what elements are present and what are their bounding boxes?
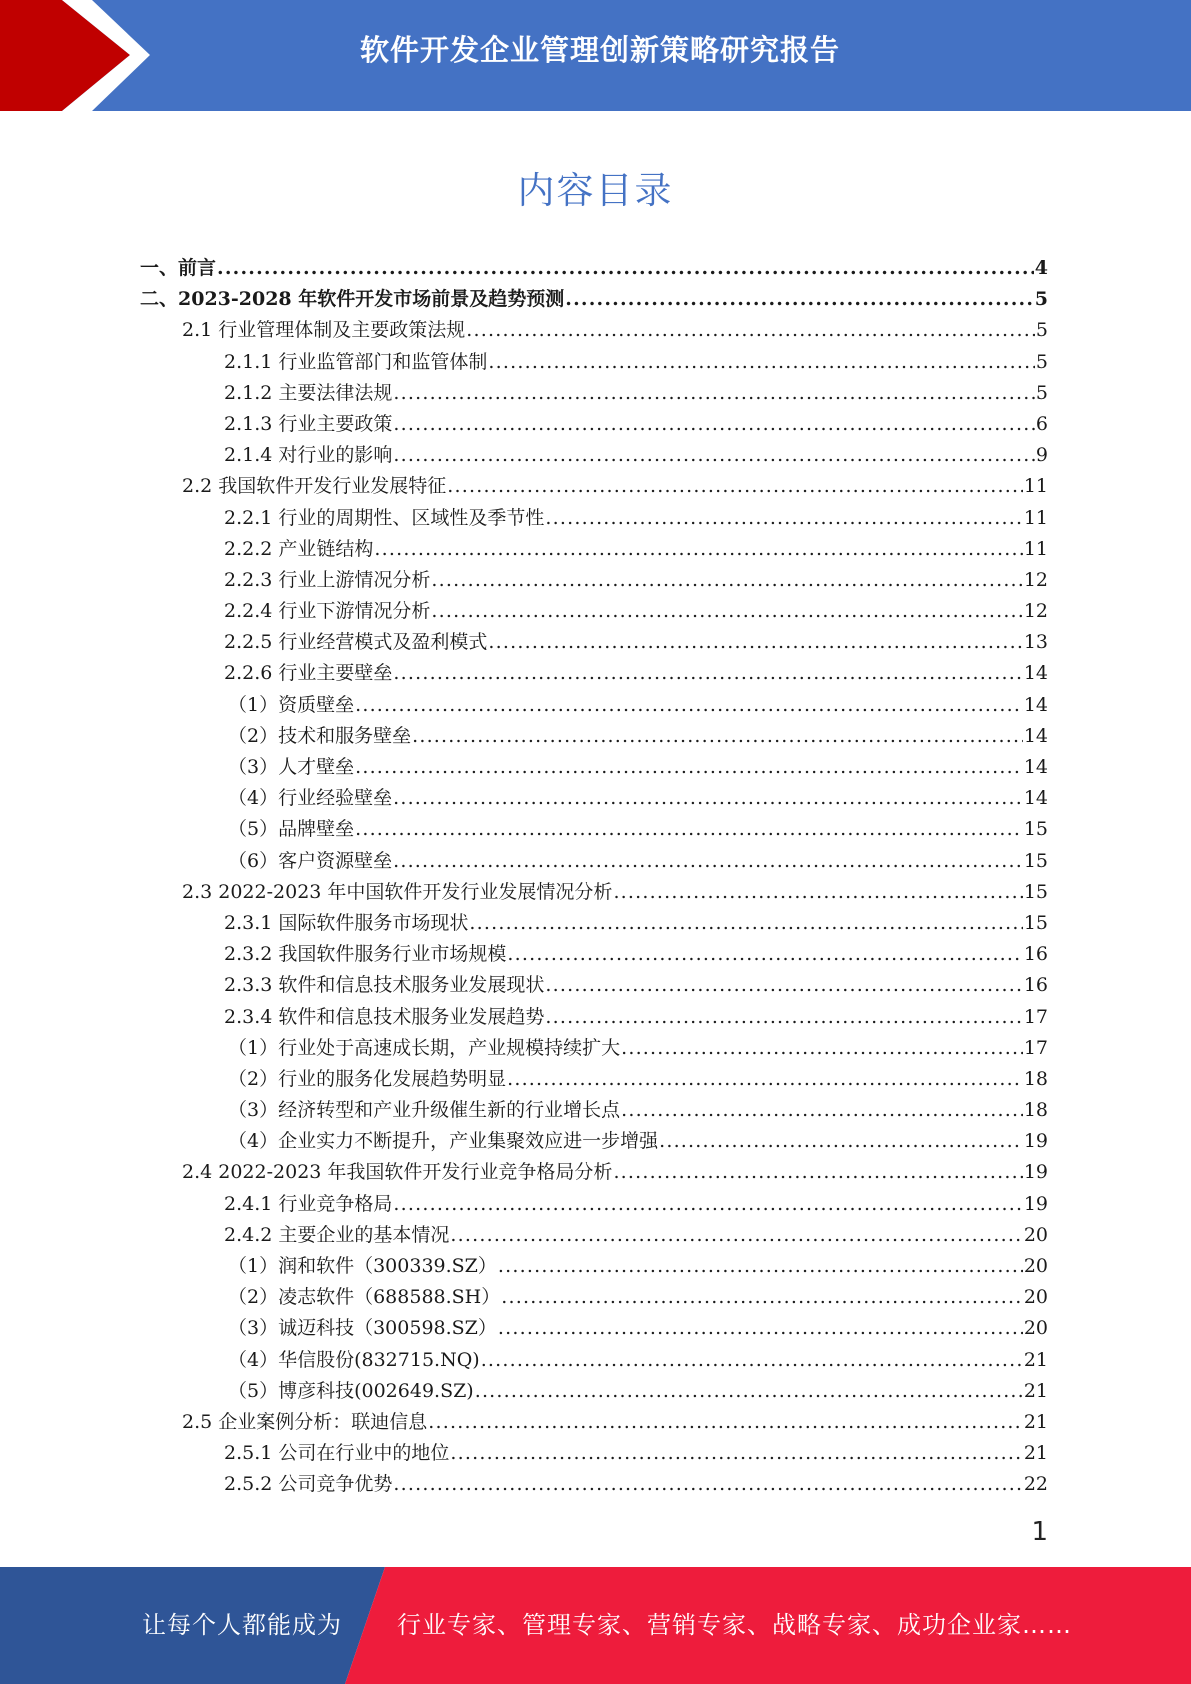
header-banner xyxy=(0,0,1191,111)
toc-entry-label: 2.3.4 软件和信息技术服务业发展趋势 xyxy=(224,1005,545,1028)
toc-entry-page: 18 xyxy=(1023,1099,1048,1122)
toc-entry[interactable] xyxy=(140,596,1048,627)
toc-dot-leader xyxy=(621,1095,1023,1126)
toc-entry-page: 5 xyxy=(1035,350,1048,373)
toc-dot-leader xyxy=(393,783,1023,814)
toc-entry-label: 2.3 2022-2023 年中国软件开发行业发展情况分析 xyxy=(182,880,613,903)
toc-dot-leader xyxy=(621,1033,1023,1064)
toc-entry-page: 21 xyxy=(1023,1410,1048,1433)
toc-entry-page: 15 xyxy=(1023,880,1048,903)
toc-entry[interactable] xyxy=(140,908,1048,939)
toc-entry-label: 2.2.4 行业下游情况分析 xyxy=(224,600,431,623)
toc-dot-leader xyxy=(466,315,1035,346)
toc-entry-page: 11 xyxy=(1023,506,1048,529)
toc-entry-page: 12 xyxy=(1023,600,1048,623)
toc-dot-leader xyxy=(501,1282,1023,1313)
toc-entry[interactable] xyxy=(140,939,1048,970)
toc-dot-leader xyxy=(355,752,1023,783)
toc-entry[interactable] xyxy=(140,1376,1048,1407)
toc-entry-label: （2）技术和服务壁垒 xyxy=(228,724,412,747)
toc-entry-label: （3）经济转型和产业升级催生新的行业增长点 xyxy=(228,1099,621,1122)
toc-dot-leader xyxy=(447,471,1023,502)
toc-entry-page: 14 xyxy=(1023,756,1048,778)
toc-entry-page: 15 xyxy=(1023,818,1048,841)
toc-entry-label: 2.1 行业管理体制及主要政策法规 xyxy=(182,319,466,342)
toc-entry[interactable] xyxy=(140,347,1048,378)
toc-dot-leader xyxy=(613,877,1022,908)
toc-entry-page: 11 xyxy=(1023,475,1048,498)
footer-banner xyxy=(0,1567,1191,1684)
toc-dot-leader xyxy=(355,690,1023,721)
toc-entry-label: （3）人才壁垒 xyxy=(228,756,355,778)
toc-entry-page: 21 xyxy=(1023,1442,1048,1465)
toc-entry-label: 2.4.1 行业竞争格局 xyxy=(224,1192,393,1215)
toc-dot-leader xyxy=(545,503,1022,534)
toc-dot-leader xyxy=(545,970,1022,1001)
toc-dot-leader xyxy=(613,1157,1022,1188)
toc-entry[interactable] xyxy=(140,1220,1048,1251)
toc-entry-page: 14 xyxy=(1023,662,1048,685)
toc-heading: 内容目录 xyxy=(517,169,674,212)
table-of-contents xyxy=(140,253,1048,1501)
toc-entry-label: （2）凌志软件（688588.SH） xyxy=(228,1286,501,1309)
toc-entry[interactable] xyxy=(140,1064,1048,1095)
toc-entry-label: （5）品牌壁垒 xyxy=(228,818,355,841)
toc-entry-label: 2.5.2 公司竞争优势 xyxy=(224,1473,393,1496)
toc-entry-page: 20 xyxy=(1023,1223,1048,1246)
toc-dot-leader xyxy=(488,627,1022,658)
toc-entry-label: 2.4 2022-2023 年我国软件开发行业竞争格局分析 xyxy=(182,1161,613,1184)
toc-entry-label: （4）华信股份(832715.NQ) xyxy=(228,1348,480,1371)
toc-entry[interactable] xyxy=(140,690,1048,721)
toc-entry-page: 14 xyxy=(1023,693,1048,716)
toc-entry-label: （2）行业的服务化发展趋势明显 xyxy=(228,1067,507,1090)
toc-entry-label: （4）行业经验壁垒 xyxy=(228,787,393,810)
toc-entry-label: 二、2023-2028 年软件开发市场前景及趋势预测 xyxy=(140,288,565,311)
toc-dot-leader xyxy=(565,284,1034,315)
toc-entry-page: 6 xyxy=(1035,412,1048,435)
toc-entry-label: 2.5.1 公司在行业中的地位 xyxy=(224,1442,450,1465)
toc-entry[interactable] xyxy=(140,284,1048,315)
toc-entry[interactable] xyxy=(140,1251,1048,1282)
toc-dot-leader xyxy=(507,939,1022,970)
toc-entry-label: 2.3.3 软件和信息技术服务业发展现状 xyxy=(224,974,545,997)
toc-entry-label: 2.2.5 行业经营模式及盈利模式 xyxy=(224,631,488,654)
toc-entry[interactable] xyxy=(140,1157,1048,1188)
toc-entry-label: 2.1.1 行业监管部门和监管体制 xyxy=(224,350,488,373)
toc-dot-leader xyxy=(659,1126,1023,1157)
toc-entry[interactable] xyxy=(140,503,1048,534)
toc-entry-page: 15 xyxy=(1023,911,1048,934)
toc-entry[interactable] xyxy=(140,783,1048,814)
toc-entry-label: 2.2.1 行业的周期性、区域性及季节性 xyxy=(224,506,545,529)
toc-dot-leader xyxy=(498,1251,1023,1282)
toc-entry[interactable] xyxy=(140,970,1048,1001)
toc-entry-page: 5 xyxy=(1034,288,1048,311)
toc-entry-page: 22 xyxy=(1023,1473,1048,1496)
toc-entry-page: 20 xyxy=(1023,1255,1048,1277)
toc-dot-leader xyxy=(431,565,1022,596)
toc-dot-leader xyxy=(355,814,1023,845)
toc-entry-label: 2.1.2 主要法律法规 xyxy=(224,381,393,404)
toc-entry-page: 20 xyxy=(1023,1286,1048,1309)
toc-entry-page: 5 xyxy=(1035,319,1048,342)
toc-entry-label: 2.2.6 行业主要壁垒 xyxy=(224,662,393,685)
footer-slogan-left: 让每个人都能成为 xyxy=(142,1611,342,1639)
toc-entry[interactable] xyxy=(140,846,1048,877)
toc-entry[interactable] xyxy=(140,658,1048,689)
toc-entry[interactable] xyxy=(140,1438,1048,1469)
toc-entry-label: （6）客户资源壁垒 xyxy=(228,849,393,872)
toc-entry[interactable] xyxy=(140,1282,1048,1313)
report-title: 软件开发企业管理创新策略研究报告 xyxy=(359,33,840,67)
toc-entry-page: 16 xyxy=(1023,943,1048,966)
toc-entry-page: 14 xyxy=(1023,724,1048,747)
toc-entry[interactable] xyxy=(140,1313,1048,1344)
toc-entry-label: （3）诚迈科技（300598.SZ） xyxy=(228,1317,497,1340)
toc-dot-leader xyxy=(507,1064,1023,1095)
toc-entry[interactable] xyxy=(140,1033,1048,1064)
toc-dot-leader xyxy=(431,596,1022,627)
toc-entry[interactable] xyxy=(140,721,1048,752)
toc-dot-leader xyxy=(488,347,1035,378)
toc-entry[interactable] xyxy=(140,1469,1048,1500)
toc-entry[interactable] xyxy=(140,1345,1048,1376)
toc-entry[interactable] xyxy=(140,565,1048,596)
toc-entry-page: 17 xyxy=(1023,1005,1048,1028)
toc-entry-page: 11 xyxy=(1023,537,1048,560)
toc-dot-leader xyxy=(498,1313,1023,1344)
toc-entry-label: 2.3.1 国际软件服务市场现状 xyxy=(224,911,469,934)
toc-dot-leader xyxy=(450,1438,1022,1469)
toc-entry-page: 15 xyxy=(1023,849,1048,872)
toc-entry-label: （1）润和软件（300339.SZ） xyxy=(228,1255,497,1277)
toc-entry[interactable] xyxy=(140,1189,1048,1220)
toc-dot-leader xyxy=(374,534,1022,565)
toc-entry-label: 2.1.3 行业主要政策 xyxy=(224,412,393,435)
toc-dot-leader xyxy=(412,721,1023,752)
toc-dot-leader xyxy=(450,1220,1022,1251)
toc-entry-page: 16 xyxy=(1023,974,1048,997)
footer-slogan-right: 行业专家、管理专家、营销专家、战略专家、成功企业家…… xyxy=(397,1611,1072,1639)
toc-dot-leader xyxy=(469,908,1022,939)
toc-entry-page: 19 xyxy=(1023,1161,1048,1184)
toc-dot-leader xyxy=(393,846,1023,877)
toc-entry-label: 2.2.2 产业链结构 xyxy=(224,537,374,560)
toc-entry-label: （1）行业处于高速成长期，产业规模持续扩大 xyxy=(228,1036,621,1059)
toc-entry[interactable] xyxy=(140,471,1048,502)
toc-entry-page: 4 xyxy=(1034,257,1048,279)
toc-entry-label: 2.3.2 我国软件服务行业市场规模 xyxy=(224,943,507,966)
toc-entry[interactable] xyxy=(140,1407,1048,1438)
toc-entry[interactable] xyxy=(140,1126,1048,1157)
toc-entry-page: 12 xyxy=(1023,568,1048,591)
toc-entry-label: 2.2.3 行业上游情况分析 xyxy=(224,568,431,591)
toc-entry-label: （1）资质壁垒 xyxy=(228,693,355,716)
toc-entry[interactable] xyxy=(140,440,1048,471)
toc-entry-page: 13 xyxy=(1023,631,1048,654)
toc-entry-page: 14 xyxy=(1023,787,1048,810)
toc-dot-leader xyxy=(393,1189,1022,1220)
toc-dot-leader xyxy=(393,409,1035,440)
toc-entry-label: （5）博彦科技(002649.SZ) xyxy=(228,1379,474,1402)
toc-dot-leader xyxy=(475,1376,1023,1407)
toc-entry[interactable] xyxy=(140,1095,1048,1126)
toc-entry[interactable] xyxy=(140,814,1048,845)
toc-dot-leader xyxy=(393,658,1022,689)
toc-dot-leader xyxy=(428,1407,1023,1438)
toc-entry[interactable] xyxy=(140,534,1048,565)
toc-entry-page: 20 xyxy=(1023,1317,1048,1340)
toc-entry[interactable] xyxy=(140,752,1048,783)
toc-dot-leader xyxy=(545,1002,1022,1033)
toc-entry-page: 21 xyxy=(1023,1348,1048,1371)
toc-entry-label: （4）企业实力不断提升，产业集聚效应进一步增强 xyxy=(228,1130,659,1153)
toc-dot-leader xyxy=(393,440,1035,471)
toc-entry[interactable] xyxy=(140,409,1048,440)
toc-entry[interactable] xyxy=(140,378,1048,409)
toc-dot-leader xyxy=(393,1469,1022,1500)
toc-entry[interactable] xyxy=(140,1002,1048,1033)
toc-entry-label: 2.5 企业案例分析：联迪信息 xyxy=(182,1410,428,1433)
toc-dot-leader xyxy=(393,378,1035,409)
toc-entry-page: 19 xyxy=(1023,1130,1048,1153)
toc-entry-page: 17 xyxy=(1023,1036,1048,1059)
toc-entry-label: 一、前言 xyxy=(140,257,217,279)
toc-dot-leader xyxy=(481,1345,1023,1376)
page-number: 1 xyxy=(1031,1517,1048,1547)
toc-entry-label: 2.1.4 对行业的影响 xyxy=(224,444,393,467)
toc-entry-page: 18 xyxy=(1023,1067,1048,1090)
toc-entry-page: 19 xyxy=(1023,1192,1048,1215)
toc-entry-page: 9 xyxy=(1035,444,1048,467)
toc-entry-label: 2.2 我国软件开发行业发展特征 xyxy=(182,475,447,498)
toc-entry[interactable] xyxy=(140,627,1048,658)
toc-entry-page: 21 xyxy=(1023,1379,1048,1402)
toc-entry[interactable] xyxy=(140,877,1048,908)
toc-dot-leader xyxy=(217,253,1034,284)
toc-entry[interactable] xyxy=(140,315,1048,346)
toc-entry[interactable] xyxy=(140,253,1048,284)
toc-entry-page: 5 xyxy=(1035,381,1048,404)
toc-entry-label: 2.4.2 主要企业的基本情况 xyxy=(224,1223,450,1246)
